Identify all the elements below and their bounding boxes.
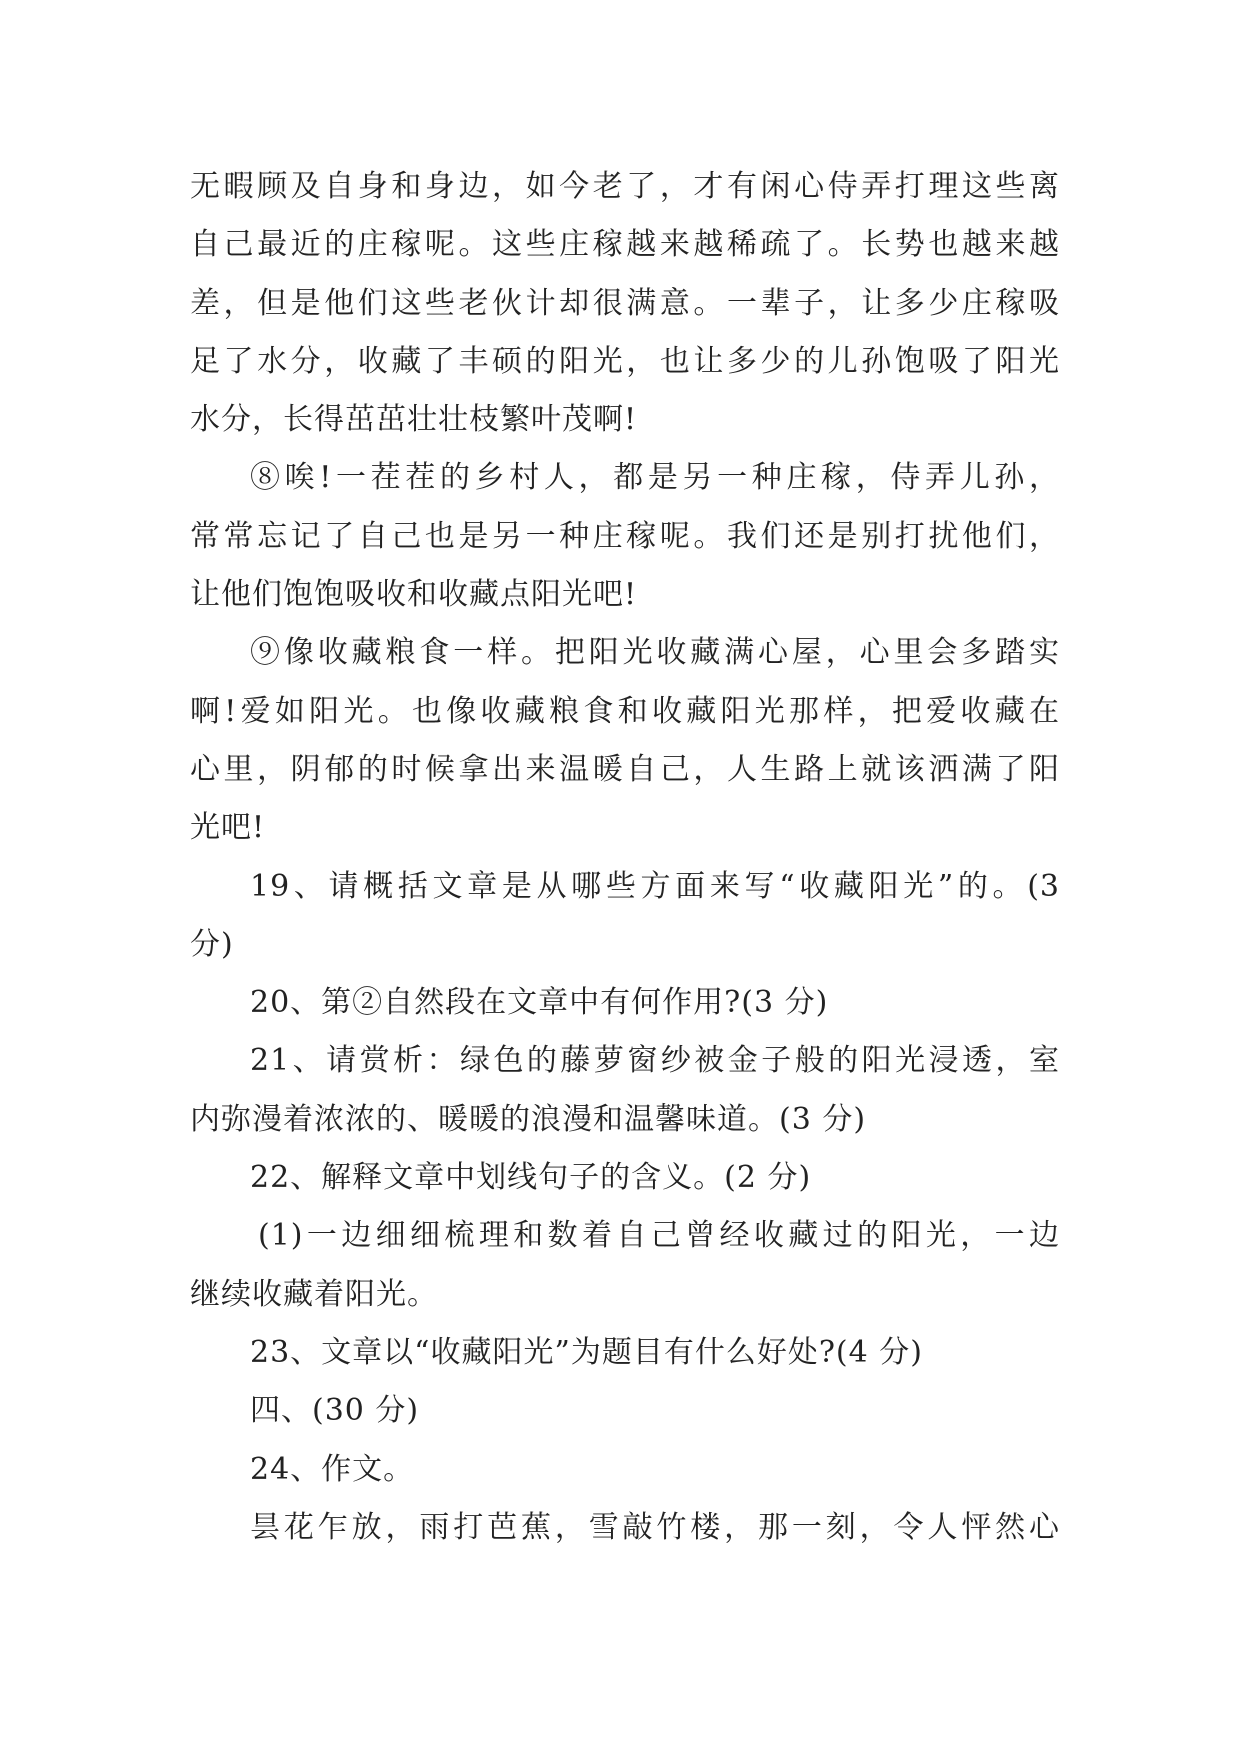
text-line: 足了水分，收藏了丰硕的阳光，也让多少的儿孙饱吸了阳光: [190, 343, 1060, 379]
question-21: 21、请赏析：绿色的藤萝窗纱被金子般的阳光浸透，室: [250, 1043, 1060, 1079]
question-22-sub-1: (1)一边细细梳理和数着自己曾经收藏过的阳光，一边: [258, 1218, 1060, 1254]
text-line: 自己最近的庄稼呢。这些庄稼越来越稀疏了。长势也越来越: [190, 227, 1060, 263]
text-line: 内弥漫着浓浓的、暖暖的浪漫和温馨味道。(3 分): [190, 1101, 867, 1137]
question-20: 20、第②自然段在文章中有何作用?(3 分): [250, 985, 829, 1021]
text-line: 无暇顾及自身和身边，如今老了，才有闲心侍弄打理这些离: [190, 169, 1060, 204]
section-four-heading: 四、(30 分): [250, 1393, 420, 1429]
paragraph-8-line: ⑧唉!一茬茬的乡村人，都是另一种庄稼，侍弄儿孙，: [250, 460, 1060, 496]
question-22: 22、解释文章中划线句子的含义。(2 分): [250, 1160, 812, 1196]
text-line: 水分，长得茁茁壮壮枝繁叶茂啊!: [190, 402, 638, 438]
document-page: [190, 158, 1060, 1557]
question-24: 24、作文。: [250, 1451, 415, 1487]
text-line: 继续收藏着阳光。: [190, 1276, 438, 1312]
text-line: 心里，阴郁的时候拿出来温暖自己，人生路上就该洒满了阳: [190, 751, 1060, 787]
text-line: 分): [190, 926, 234, 962]
question-23: 23、文章以“收藏阳光”为题目有什么好处?(4 分): [250, 1334, 923, 1370]
text-line: 常常忘记了自己也是另一种庄稼呢。我们还是别打扰他们，: [190, 518, 1060, 554]
text-line: 光吧!: [190, 810, 266, 846]
essay-prompt-line: 昙花乍放，雨打芭蕉，雪敲竹楼，那一刻，令人怦然心: [250, 1509, 1060, 1545]
paragraph-9-line: ⑨像收藏粮食一样。把阳光收藏满心屋，心里会多踏实: [250, 635, 1060, 671]
question-19: 19、请概括文章是从哪些方面来写“收藏阳光”的。(3: [250, 868, 1060, 904]
text-line: 差，但是他们这些老伙计却很满意。一辈子，让多少庄稼吸: [190, 285, 1060, 321]
text-line: 啊!爱如阳光。也像收藏粮食和收藏阳光那样，把爱收藏在: [190, 693, 1060, 729]
text-line: 让他们饱饱吸收和收藏点阳光吧!: [190, 577, 638, 613]
